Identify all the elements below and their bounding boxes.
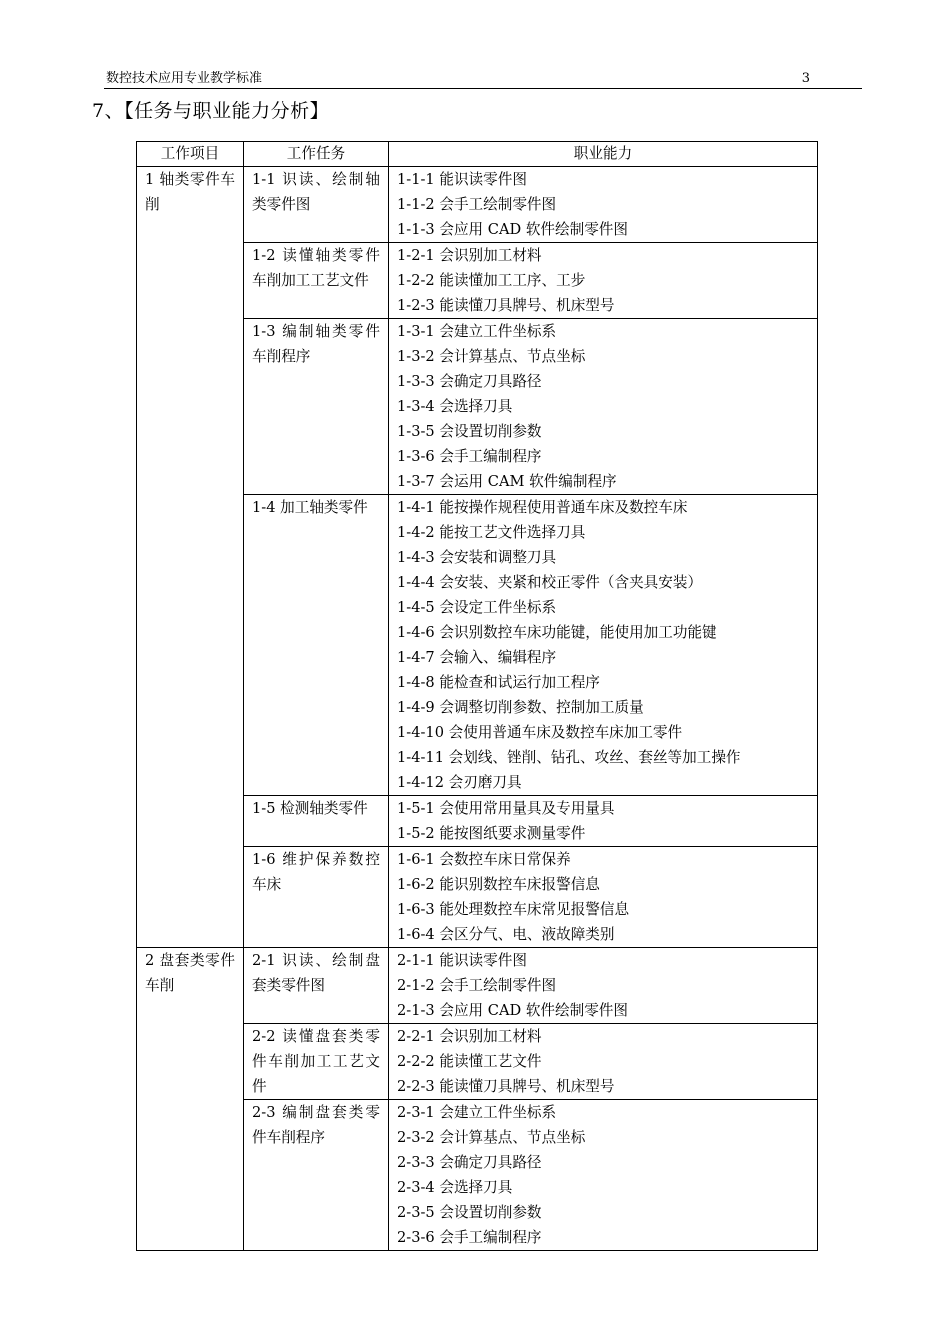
ability-item: 1-1-3 会应用 CAD 软件绘制零件图 bbox=[397, 221, 628, 238]
ability-item: 2-3-2 会计算基点、节点坐标 bbox=[397, 1129, 586, 1146]
ability-item: 2-1-1 能识读零件图 bbox=[397, 952, 527, 969]
ability-item: 2-2-2 能读懂工艺文件 bbox=[397, 1053, 542, 1070]
ability-item: 1-4-7 会输入、编辑程序 bbox=[397, 649, 557, 666]
work-task-cell: 2-3 编制盘套类零件车削程序 bbox=[244, 1100, 389, 1251]
work-task-cell: 2-1 识读、绘制盘套类零件图 bbox=[244, 948, 389, 1024]
ability-item: 1-6-1 会数控车床日常保养 bbox=[397, 851, 571, 868]
ability-item: 1-4-2 能按工艺文件选择刀具 bbox=[397, 524, 586, 541]
work-task-cell: 1-6 维护保养数控车床 bbox=[244, 847, 389, 948]
ability-cell bbox=[389, 796, 818, 847]
ability-cell bbox=[389, 243, 818, 319]
page-number: 3 bbox=[801, 71, 810, 86]
ability-item: 1-4-12 会刃磨刀具 bbox=[397, 774, 522, 791]
ability-item: 2-2-1 会识别加工材料 bbox=[397, 1028, 542, 1045]
ability-item: 2-3-5 会设置切削参数 bbox=[397, 1204, 542, 1221]
ability-cell bbox=[389, 1024, 818, 1100]
ability-item: 1-3-5 会设置切削参数 bbox=[397, 423, 542, 440]
ability-item: 1-4-6 会识别数控车床功能键，能使用加工功能键 bbox=[397, 624, 717, 641]
ability-cell bbox=[389, 319, 818, 495]
ability-item: 1-4-1 能按操作规程使用普通车床及数控车床 bbox=[397, 499, 688, 516]
ability-item: 2-3-3 会确定刀具路径 bbox=[397, 1154, 542, 1171]
ability-item: 2-3-6 会手工编制程序 bbox=[397, 1229, 542, 1246]
table-header-row bbox=[137, 142, 818, 167]
work-task-cell: 1-3 编制轴类零件车削程序 bbox=[244, 319, 389, 495]
ability-item: 1-2-2 能读懂加工工序、工步 bbox=[397, 272, 586, 289]
page-header bbox=[104, 70, 862, 89]
ability-item: 2-3-4 会选择刀具 bbox=[397, 1179, 513, 1196]
ability-item: 1-4-5 会设定工件坐标系 bbox=[397, 599, 557, 616]
ability-item: 1-3-2 会计算基点、节点坐标 bbox=[397, 348, 586, 365]
ability-item: 1-4-10 会使用普通车床及数控车床加工零件 bbox=[397, 724, 683, 741]
work-task-cell: 1-2 读懂轴类零件车削加工工艺文件 bbox=[244, 243, 389, 319]
work-task-cell: 1-5 检测轴类零件 bbox=[244, 796, 389, 847]
document-title: 数控技术应用专业教学标准 bbox=[106, 71, 263, 86]
ability-cell bbox=[389, 1100, 818, 1251]
table-row bbox=[137, 167, 818, 243]
ability-item: 1-1-1 能识读零件图 bbox=[397, 171, 527, 188]
ability-item: 1-4-8 能检查和试运行加工程序 bbox=[397, 674, 600, 691]
ability-cell bbox=[389, 847, 818, 948]
ability-item: 1-4-11 会划线、锉削、钻孔、攻丝、套丝等加工操作 bbox=[397, 749, 741, 766]
ability-item: 1-1-2 会手工绘制零件图 bbox=[397, 196, 557, 213]
work-task-cell: 1-4 加工轴类零件 bbox=[244, 495, 389, 796]
ability-item: 1-3-3 会确定刀具路径 bbox=[397, 373, 542, 390]
ability-item: 2-3-1 会建立工件坐标系 bbox=[397, 1104, 557, 1121]
ability-item: 1-6-2 能识别数控车床报警信息 bbox=[397, 876, 600, 893]
ability-item: 1-5-1 会使用常用量具及专用量具 bbox=[397, 800, 615, 817]
ability-item: 1-4-3 会安装和调整刀具 bbox=[397, 549, 557, 566]
ability-item: 1-3-6 会手工编制程序 bbox=[397, 448, 542, 465]
column-header-task: 工作任务 bbox=[244, 142, 389, 167]
ability-item: 2-1-2 会手工绘制零件图 bbox=[397, 977, 557, 994]
ability-item: 1-2-3 能读懂刀具牌号、机床型号 bbox=[397, 297, 615, 314]
ability-item: 2-1-3 会应用 CAD 软件绘制零件图 bbox=[397, 1002, 628, 1019]
work-project-cell: 1 轴类零件车削 bbox=[137, 167, 244, 948]
ability-item: 1-4-9 会调整切削参数、控制加工质量 bbox=[397, 699, 644, 716]
section-heading: 7、【任务与职业能力分析】 bbox=[92, 100, 330, 122]
ability-item: 1-6-3 能处理数控车床常见报警信息 bbox=[397, 901, 630, 918]
ability-item: 1-3-1 会建立工件坐标系 bbox=[397, 323, 557, 340]
ability-item: 1-2-1 会识别加工材料 bbox=[397, 247, 542, 264]
work-project-cell: 2 盘套类零件车削 bbox=[137, 948, 244, 1251]
ability-cell bbox=[389, 495, 818, 796]
ability-item: 1-3-7 会运用 CAM 软件编制程序 bbox=[397, 473, 617, 490]
work-task-cell: 2-2 读懂盘套类零件车削加工工艺文件 bbox=[244, 1024, 389, 1100]
ability-item: 1-5-2 能按图纸要求测量零件 bbox=[397, 825, 586, 842]
ability-cell bbox=[389, 167, 818, 243]
work-task-cell: 1-1 识读、绘制轴类零件图 bbox=[244, 167, 389, 243]
column-header-ability: 职业能力 bbox=[389, 142, 818, 167]
ability-item: 1-4-4 会安装、夹紧和校正零件（含夹具安装） bbox=[397, 574, 703, 591]
ability-item: 2-2-3 能读懂刀具牌号、机床型号 bbox=[397, 1078, 615, 1095]
table-body bbox=[137, 167, 818, 1251]
ability-cell bbox=[389, 948, 818, 1024]
ability-item: 1-6-4 会区分气、电、液故障类别 bbox=[397, 926, 615, 943]
table-row bbox=[137, 948, 818, 1024]
ability-item: 1-3-4 会选择刀具 bbox=[397, 398, 513, 415]
task-ability-table bbox=[136, 141, 818, 1251]
column-header-project: 工作项目 bbox=[137, 142, 244, 167]
